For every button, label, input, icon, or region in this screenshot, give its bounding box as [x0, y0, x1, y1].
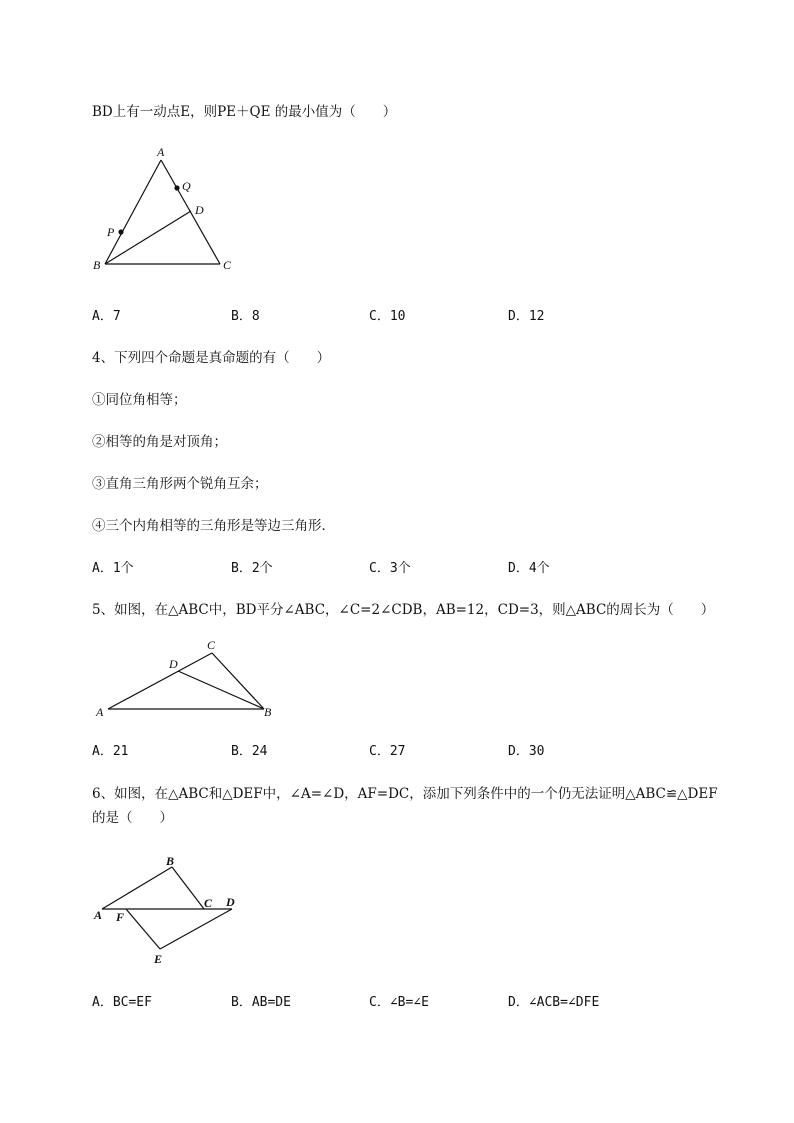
q6-option-d[interactable]: D．∠ACB=∠DFE	[508, 995, 600, 1010]
q3-segment-bd	[105, 211, 191, 264]
q3-label-p: P	[107, 225, 115, 239]
q3-option-b[interactable]: B．8	[231, 309, 260, 324]
q5-option-a[interactable]: A．21	[92, 744, 129, 759]
q5-label-d: D	[169, 657, 178, 671]
q4-option-b[interactable]: B．2个	[231, 561, 273, 576]
q3-option-d[interactable]: D．12	[508, 309, 545, 324]
q6-triangles-figure	[88, 850, 248, 970]
q6-label-f: F	[116, 910, 125, 924]
q5-side-bc	[212, 653, 264, 709]
q3-label-a: A	[157, 145, 165, 159]
q3-label-c: C	[223, 258, 232, 272]
q5-segment-bd	[178, 671, 264, 709]
q5-label-b: B	[264, 705, 272, 719]
q3-triangle-figure	[86, 140, 246, 280]
q3-label-b: B	[93, 258, 101, 272]
q4-option-c[interactable]: C．3个	[369, 561, 411, 576]
q6-stem-line2: 的是（ ）	[92, 810, 173, 826]
q3-point-p	[118, 229, 123, 234]
q3-point-q	[174, 185, 179, 190]
q3-stem-tail: BD上有一动点E，则PE＋QE 的最小值为（ ）	[92, 104, 397, 120]
q6-label-e: E	[154, 952, 163, 966]
q5-side-ac	[108, 653, 212, 709]
q6-label-b: B	[166, 854, 175, 868]
q6-option-a[interactable]: A．BC=EF	[92, 995, 152, 1010]
q6-stem-line1: 6、如图，在△ABC和△DEF中，∠A=∠D，AF=DC，添加下列条件中的一个仍无法证明△ABC≌△DEF	[92, 786, 718, 802]
q6-label-c: C	[204, 896, 213, 910]
q6-side-fe	[126, 909, 160, 949]
q6-label-d: D	[226, 895, 235, 909]
q5-stem: 5、如图，在△ABC中，BD平分∠ABC，∠C=2∠CDB，AB=12，CD=3，则△ABC的周长为（ ）	[92, 602, 715, 618]
q4-statement-4: ④三个内角相等的三角形是等边三角形．	[92, 518, 335, 534]
q4-option-a[interactable]: A．1个	[92, 561, 134, 576]
q6-side-ed	[160, 909, 232, 949]
q4-statement-1: ①同位角相等；	[92, 392, 187, 408]
q5-option-c[interactable]: C．27	[369, 744, 406, 759]
q6-side-ab	[102, 867, 172, 909]
q5-label-a: A	[96, 705, 104, 719]
q5-triangle-figure	[90, 632, 290, 724]
q5-label-c: C	[207, 638, 216, 652]
q3-label-d: D	[195, 203, 204, 217]
q5-option-b[interactable]: B．24	[231, 744, 268, 759]
q6-label-a: A	[94, 908, 103, 922]
q4-option-d[interactable]: D．4个	[508, 561, 550, 576]
q3-label-q: Q	[182, 179, 191, 193]
q3-side-ab	[105, 160, 161, 264]
q3-option-c[interactable]: C．10	[369, 309, 406, 324]
q4-stem: 4、下列四个命题是真命题的有（ ）	[92, 350, 331, 366]
q6-option-c[interactable]: C．∠B=∠E	[369, 995, 429, 1010]
q5-option-d[interactable]: D．30	[508, 744, 545, 759]
q3-option-a[interactable]: A．7	[92, 309, 121, 324]
q6-side-bc	[172, 867, 204, 909]
q4-statement-2: ②相等的角是对顶角；	[92, 434, 227, 450]
q4-statement-3: ③直角三角形两个锐角互余；	[92, 476, 268, 492]
q6-option-b[interactable]: B．AB=DE	[231, 995, 291, 1010]
